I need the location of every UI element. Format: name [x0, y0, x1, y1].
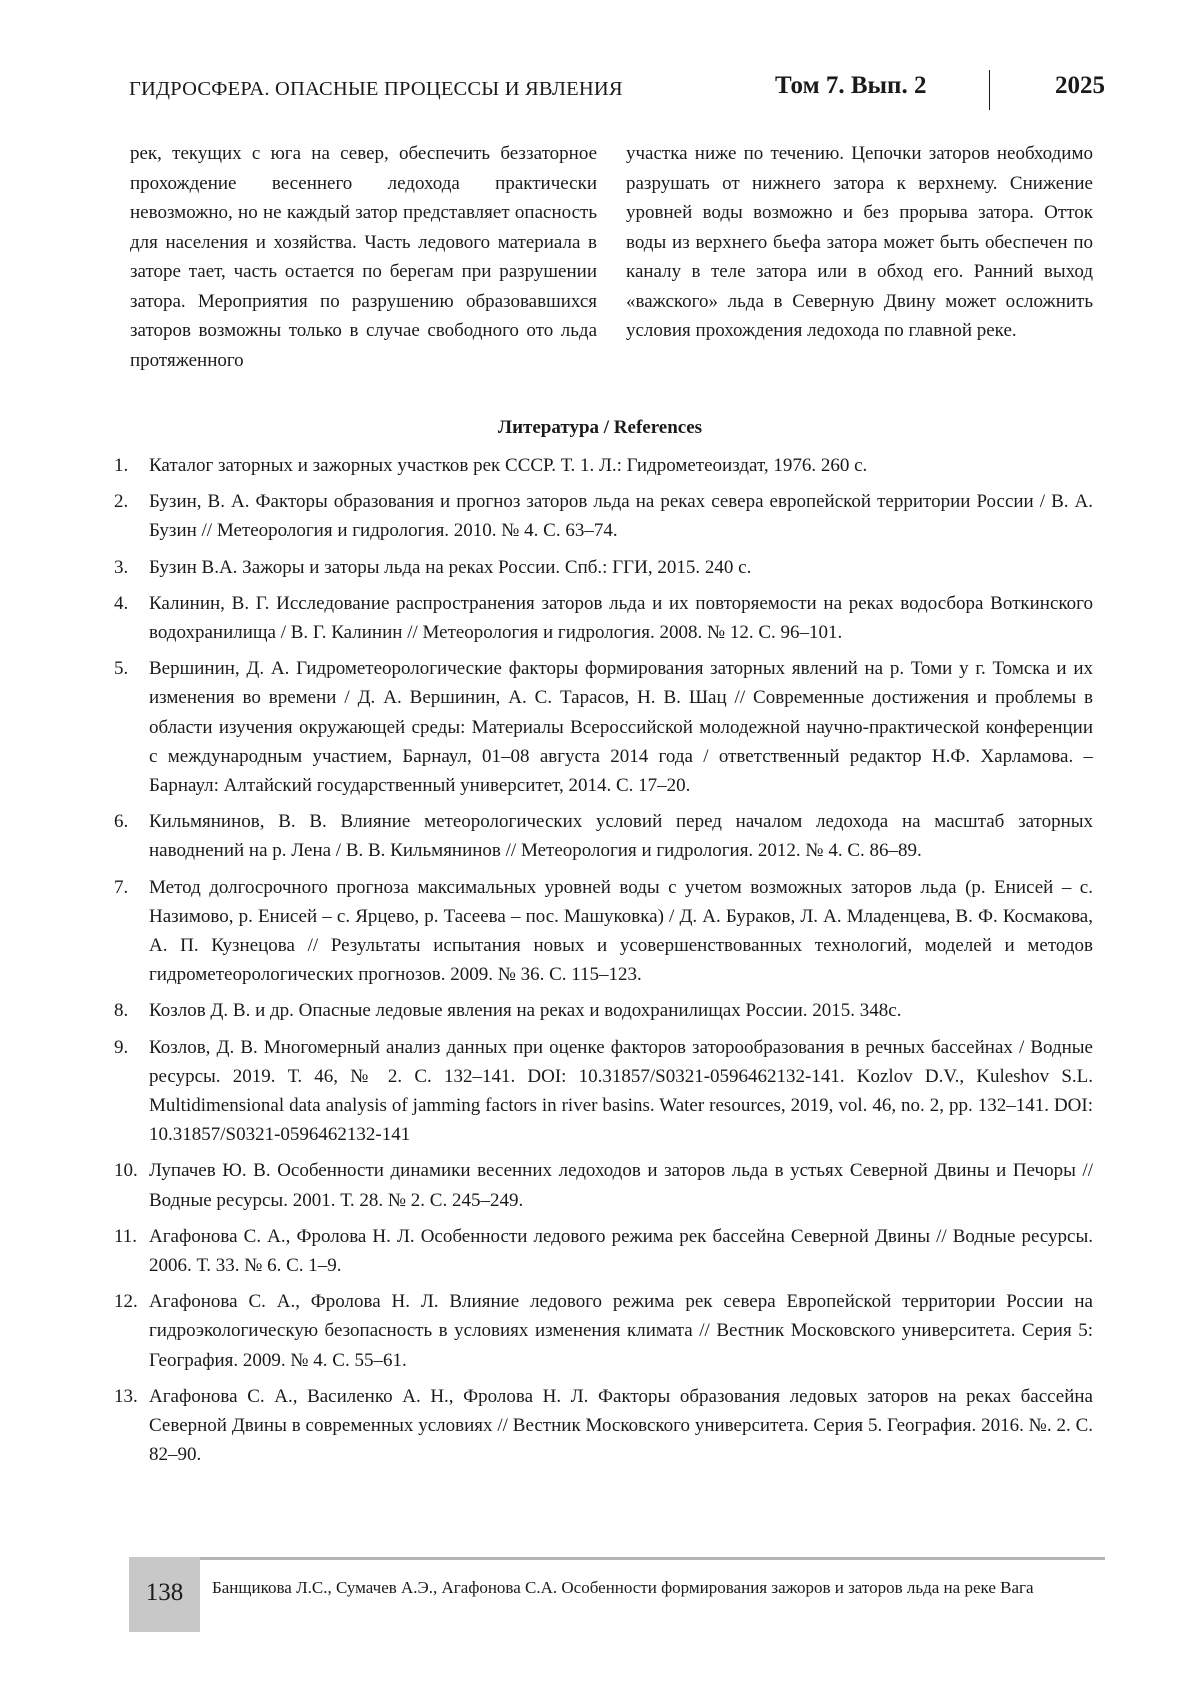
reference-text: Кильмянинов, В. В. Влияние метеорологических условий перед началом ледохода на масштаб заторных наводнений на р. Лена / В. В. Кильмянинов // Метеорология и гидрология. 2012. № 4. С. 86–89. — [149, 811, 1093, 862]
reference-number: 4. — [114, 592, 129, 614]
page-number-box — [129, 1557, 200, 1632]
reference-item — [114, 807, 1093, 865]
reference-text: Бузин, В. А. Факторы образования и прогноз заторов льда на реках севера европейской территории России / В. А. Бузин // Метеорология и гидрология. 2010. № 4. С. 63–74. — [149, 491, 1093, 542]
reference-text: Агафонова С. А., Фролова Н. Л. Особенности ледового режима рек бассейна Северной Двины // Водные ресурсы. 2006. Т. 33. № 6. С. 1–9. — [149, 1225, 1093, 1277]
reference-number: 8. — [114, 1000, 129, 1022]
reference-text: Вершинин, Д. А. Гидрометеорологические факторы формирования заторных явлений на р. Томи у г. Томска и их изменения во времени / Д. А. Вершинин, А. С. Тарасов, Н. В. Шац // Современные достижения и проблемы в области изучения окружающей среды: Материалы Всероссийской молодежной научно-практической конференции с международным участием, Барнаул, 01–08 августа 2014 года / ответственный редактор Н.Ф. Харламова. – Барнаул: Алтайский государственный университет, 2014. С. 17–20. — [149, 658, 1093, 797]
reference-text: Бузин В.А. Зажоры и заторы льда на реках России. Спб.: ГГИ, 2015. 240 с. — [149, 556, 752, 578]
reference-item — [114, 1156, 1093, 1214]
reference-item — [114, 1033, 1093, 1150]
reference-number: 3. — [114, 556, 129, 578]
reference-text: Агафонова С. А., Василенко А. Н., Фролова Н. Л. Факторы образования ледовых заторов на реках бассейна Северной Двины в современных условиях // Вестник Московского университета. Серия 5. География. 2016. №. 2. С. 82–90. — [149, 1385, 1093, 1466]
references-heading: Литература / References — [497, 417, 703, 438]
volume-issue: Том 7. Вып. 2 — [775, 72, 927, 99]
reference-number: 9. — [114, 1036, 129, 1058]
reference-number: 5. — [114, 658, 129, 680]
publication-year: 2025 — [1055, 72, 1105, 99]
reference-number: 10. — [114, 1160, 138, 1182]
reference-text: Агафонова С. А., Фролова Н. Л. Влияние ледового режима рек севера Европейской территории России на гидроэкологическую безопасность в условиях изменения климата // Вестник Московского университета. Серия 5: География. 2009. № 4. С. 55–61. — [149, 1291, 1093, 1371]
reference-item — [114, 1222, 1093, 1280]
reference-item — [114, 654, 1093, 800]
reference-text: Козлов Д. В. и др. Опасные ледовые явления на реках и водохранилищах России. 2015. 348с. — [149, 1000, 902, 1022]
page-number: 138 — [145, 1579, 184, 1606]
reference-item — [114, 451, 1093, 480]
reference-number: 11. — [114, 1225, 138, 1247]
reference-text: Каталог заторных и зажорных участков рек СССР. Т. 1. Л.: Гидрометеоиздат, 1976. 260 с. — [149, 455, 868, 476]
reference-number: 13. — [114, 1385, 138, 1407]
reference-item — [114, 1382, 1093, 1470]
reference-number: 12. — [114, 1291, 138, 1313]
reference-number: 1. — [114, 455, 129, 476]
reference-text: Козлов, Д. В. Многомерный анализ данных при оценке факторов заторообразования в речных бассейнах / Водные ресурсы. 2019. Т. 46, № 2. С. 132–141. DOI: 10.31857/S0321-0596462132-141. Kozlov D.V., Kuleshov S.L. Multidimensional data analysis of jamming factors in river basins. Water resources, 2019, vol. 46, no. 2, pp. 132–141. DOI: 10.31857/S0321-0596462132-141 — [149, 1036, 1093, 1146]
reference-item — [114, 487, 1093, 545]
header-divider — [989, 70, 990, 110]
journal-title: ГИДРОСФЕРА. ОПАСНЫЕ ПРОЦЕССЫ И ЯВЛЕНИЯ — [129, 78, 623, 100]
body-column-right: участка ниже по течению. Цепочки заторов необходимо разрушать от нижнего затора к верхнему. Снижение уровней воды возможно и без прорыва затора. Отток воды из верхнего бьефа затора может быть обеспечен по каналу в теле затора или в обход его. Ранний выход «важского» льда в Северную Двину может осложнить условия прохождения ледохода по главной реке. — [626, 143, 1093, 341]
body-column-left: рек, текущих с юга на север, обеспечить беззаторное прохождение весеннего ледохода практически невозможно, но не каждый затор представляет опасность для населения и хозяйства. Часть ледового материала в заторе тает, часть остается по берегам при разрушении затора. Мероприятия по разрушению образовавшихся заторов возможны только в случае свободного ото льда протяженного — [130, 143, 597, 371]
footer-citation: Банщикова Л.С., Сумачев А.Э., Агафонова С.А. Особенности формирования зажоров и заторов льда на реке Вага — [212, 1578, 1034, 1597]
reference-item — [114, 553, 1093, 582]
reference-item — [114, 589, 1093, 647]
reference-item — [114, 873, 1093, 990]
reference-text: Метод долгосрочного прогноза максимальных уровней воды с учетом возможных заторов льда (р. Енисей – с. Назимово, р. Енисей – с. Ярцево, р. Тасеева – пос. Машуковка) / Д. А. Бураков, Л. А. Младенцева, В. Ф. Космакова, А. П. Кузнецова // Результаты испытания новых и усовершенствованных технологий, моделей и методов гидрометеорологических прогнозов. 2009. № 36. С. 115–123. — [149, 876, 1093, 986]
running-header — [129, 70, 1105, 110]
reference-text: Калинин, В. Г. Исследование распространения заторов льда и их повторяемости на реках водосбора Воткинского водохранилища / В. Г. Калинин // Метеорология и гидрология. 2008. № 12. С. 96–101. — [149, 592, 1093, 644]
reference-item — [114, 996, 1093, 1025]
reference-number: 6. — [114, 811, 129, 833]
reference-item — [114, 1287, 1093, 1375]
reference-number: 2. — [114, 491, 129, 513]
reference-text: Лупачев Ю. В. Особенности динамики весенних ледоходов и заторов льда в устьях Северной Двины и Печоры // Водные ресурсы. 2001. Т. 28. № 2. С. 245–249. — [149, 1160, 1093, 1211]
reference-number: 7. — [114, 876, 129, 898]
reference-list — [114, 451, 1093, 1477]
footer-rule — [200, 1557, 1105, 1560]
